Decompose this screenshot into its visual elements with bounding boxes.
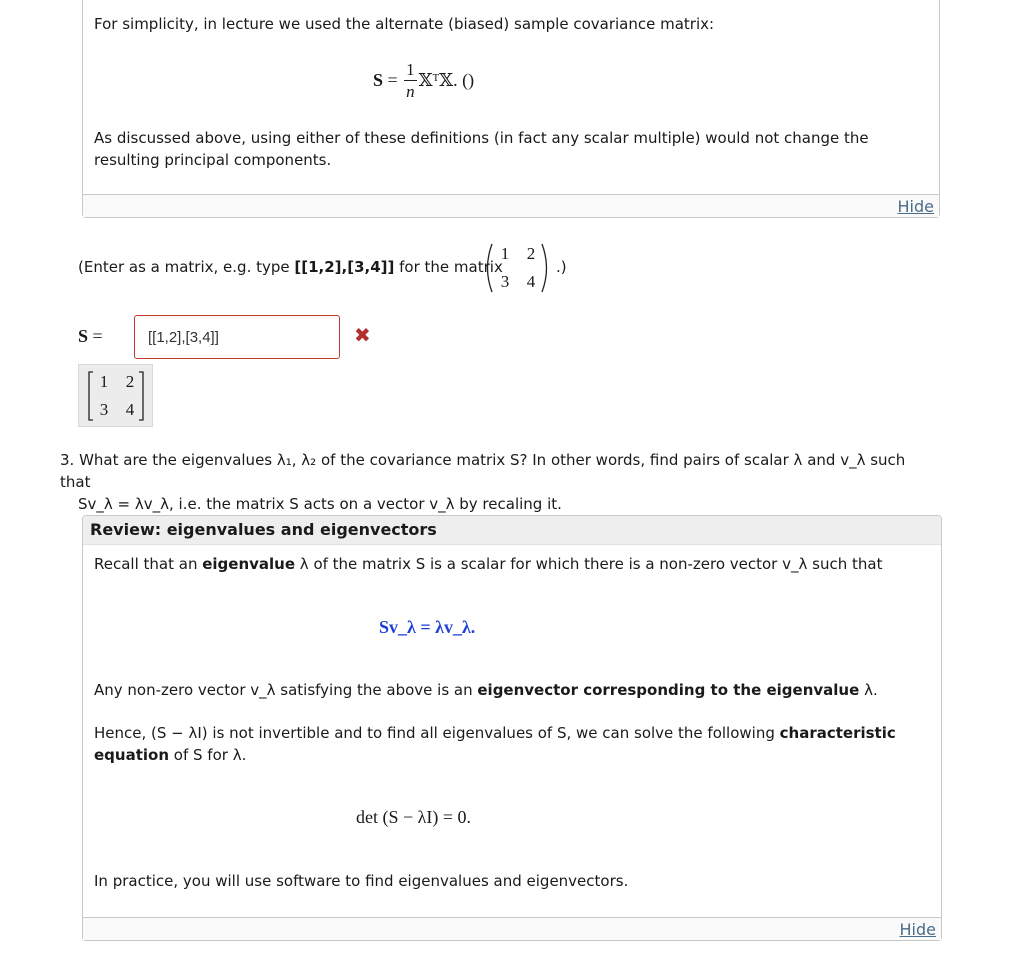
question-3-line2: Sv_λ = λv_λ, i.e. the matrix S acts on a vector v_λ by recaling it. <box>78 495 562 513</box>
eigenvector-text: Any non-zero vector v_λ satisfying the above is an eigenvector corresponding to the eigenvalue λ. <box>94 681 878 699</box>
practice-text: In practice, you will use software to find eigenvalues and eigenvectors. <box>94 872 629 890</box>
preview-cell: 1 <box>99 372 109 391</box>
review-box <box>82 515 942 941</box>
question-3-line1: 3. What are the eigenvalues λ₁, λ₂ of the covariance matrix S? In other words, find pairs of scalar λ and v_λ such that <box>60 451 906 491</box>
preview-cell: 4 <box>125 400 135 419</box>
matrix-cell: 3 <box>500 272 510 291</box>
characteristic-equation: det (S − λI) = 0. <box>356 807 472 827</box>
hint-box <box>82 0 940 218</box>
review-footer <box>83 917 941 940</box>
incorrect-icon: ✖ <box>354 323 371 347</box>
hide-review-link[interactable]: Hide <box>899 920 936 939</box>
answer-input[interactable] <box>134 315 340 359</box>
example-matrix <box>482 240 552 296</box>
eigen-equation: Sv_λ = λv_λ. <box>379 617 476 637</box>
answer-label: S = <box>78 326 103 346</box>
hint-footer <box>83 194 939 217</box>
question-3 <box>60 449 940 515</box>
preview-cell: 2 <box>125 372 135 391</box>
hide-hint-link[interactable]: Hide <box>897 197 934 216</box>
hence-text: Hence, (S − λI) is not invertible and to find all eigenvalues of S, we can solve the following characteristic equation of S for λ. <box>94 724 896 764</box>
review-header <box>83 516 941 545</box>
matrix-cell: 4 <box>526 272 536 291</box>
answer-preview <box>78 364 153 427</box>
matrix-instruction: (Enter as a matrix, e.g. type [[1,2],[3,4]] for the matrix <box>78 258 503 276</box>
hint-note: As discussed above, using either of these definitions (in fact any scalar multiple) would not change the resulting principal components. <box>94 129 869 169</box>
matrix-cell: 1 <box>500 244 510 263</box>
preview-cell: 3 <box>99 400 109 419</box>
hint-intro: For simplicity, in lecture we used the alternate (biased) sample covariance matrix: <box>94 15 715 33</box>
recall-text: Recall that an eigenvalue λ of the matrix S is a scalar for which there is a non-zero vector v_λ such that <box>94 555 883 573</box>
matrix-cell: 2 <box>526 244 536 263</box>
review-title: Review: eigenvalues and eigenvectors <box>90 520 437 539</box>
instruction-suffix: .) <box>556 258 567 276</box>
covariance-formula: S = $\frac{1}{n}$ 𝕏ᵀ𝕏. () <box>373 60 475 102</box>
